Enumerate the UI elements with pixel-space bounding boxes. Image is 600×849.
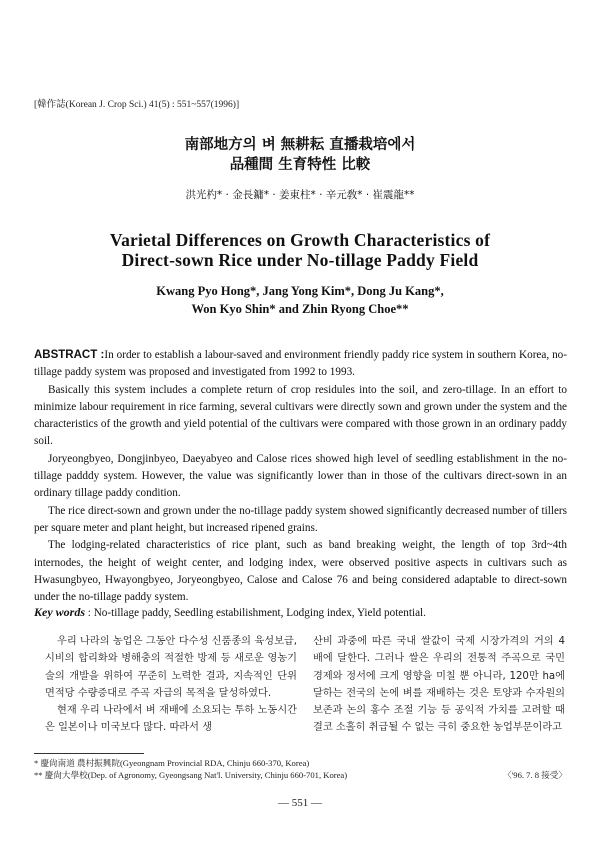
journal-reference: [韓作誌(Korean J. Crop Sci.) 41(5) : 551~557(1996)] — [34, 100, 240, 110]
english-title-line-2: Direct-sown Rice under No-tillage Paddy Field — [121, 250, 479, 270]
body-column-right — [313, 633, 565, 737]
english-authors-line-2: Won Kyo Shin* and Zhin Ryong Choe** — [191, 302, 409, 316]
korean-authors: 洪光杓* · 金長鏞* · 姜東柱* · 辛元敎* · 崔震龍** — [185, 189, 415, 201]
korean-title-line-1: 南部地方의 벼 無耕耘 直播栽培에서 — [184, 137, 416, 153]
footnote-2: ** 慶尙大學校(Dep. of Agronomy, Gyeongsang Nat'l. University, Chinju 660-701, Korea) — [34, 770, 348, 780]
english-title-line-1: Varietal Differences on Growth Characteristics of — [109, 230, 491, 250]
abstract-paragraph-5: The lodging-related characteristics of rice plant, such as band breaking weight, the length of top 3rd~4th internodes, the height of weight center, and lodging index, were observed positive aspects in cultivars such as Hwasungbyeo, Hwayongbyeo, Joryeongbyeo, Calose and Calose 76 and being considered adaptable to direct-sown under the no-tillage paddy system. — [34, 539, 567, 604]
abstract-label: ABSTRACT : — [34, 349, 105, 361]
keywords-text: : No-tillage paddy, Seedling estabilishment, Lodging index, Yield potential. — [85, 607, 426, 619]
abstract-paragraph-3: Joryeongbyeo, Dongjinbyeo, Daeyabyeo and Calose rices showed high level of seedling establishment in the no-tillage padddy system. However, the value was significantly lower than in those of the cultivars direct-sown in an ordinary tillage paddy condition. — [34, 452, 567, 500]
body-paragraph-2: 현재 우리 나라에서 벼 재배에 소요되는 투하 노동시간은 일본이나 미국보다 많다. 따라서 생 — [45, 705, 297, 734]
keywords — [34, 605, 567, 620]
korean-title-line-2: 品種間 生育特性 比較 — [229, 157, 371, 173]
english-authors-line-1: Kwang Pyo Hong*, Jang Yong Kim*, Dong Ju Kang*, — [156, 284, 444, 298]
abstract-paragraph-2: Basically this system includes a complete return of crop residules into the soil, and zero-tillage. In an effort to minimize labour requirement in rice farming, several cultivars were directly sown and grown under the system and the characteristics of the growth and yield potential of the cultivars were compared with those grown in an ordinary paddy soil. — [34, 383, 567, 448]
footnotes — [34, 757, 567, 781]
footnote-rule — [34, 753, 144, 754]
abstract-paragraph-1: ABSTRACT :In order to establish a labour-saved and environment friendly paddy rice system in southern Korea, no-tillage paddy system was proposed and investigated from 1992 to 1993. — [34, 349, 567, 379]
page-number: — 551 — — [278, 797, 322, 809]
body-paragraph-continued: 산비 과중에 따른 국내 쌀값이 국제 시장가격의 거의 4 배에 달한다. 그러나 쌀은 우리의 전통적 주곡으로 국민 경제와 정서에 크게 영향을 미칠 뿐 아니라, 120만 ha에 달하는 전국의 논에 벼를 재배하는 것은 토양과 수자원의 보존과 논의 홍수 조절 기능 등 공익적 가치를 고려할 때 결코 소홀히 취급될 수 없는 극히 중요한 농업부문이라고 — [313, 636, 565, 734]
footnote-1: * 慶尙南道 農村振興院(Gyeongnam Provincial RDA, Chinju 660-370, Korea) — [34, 758, 310, 768]
received-date: 〈'96. 7. 8 接受〉 — [503, 770, 567, 780]
abstract — [34, 347, 567, 606]
abstract-paragraph-4: The rice direct-sown and grown under the no-tillage paddy system showed significantly decreased number of tillers per square meter and plant height, but increased ripened grains. — [34, 504, 567, 534]
body-paragraph-1: 우리 나라의 농업은 그동안 다수성 신품종의 육성보급, 시비의 합리화와 병해충의 적절한 방제 등 새로운 영농기술의 개발을 위하여 꾸준히 노력한 결과, 지속적인 단위 면적당 수량증대로 주곡 자급의 목적을 달성하였다. — [45, 636, 297, 699]
body-column-left — [45, 633, 297, 737]
keywords-label: Key words — [34, 605, 85, 619]
